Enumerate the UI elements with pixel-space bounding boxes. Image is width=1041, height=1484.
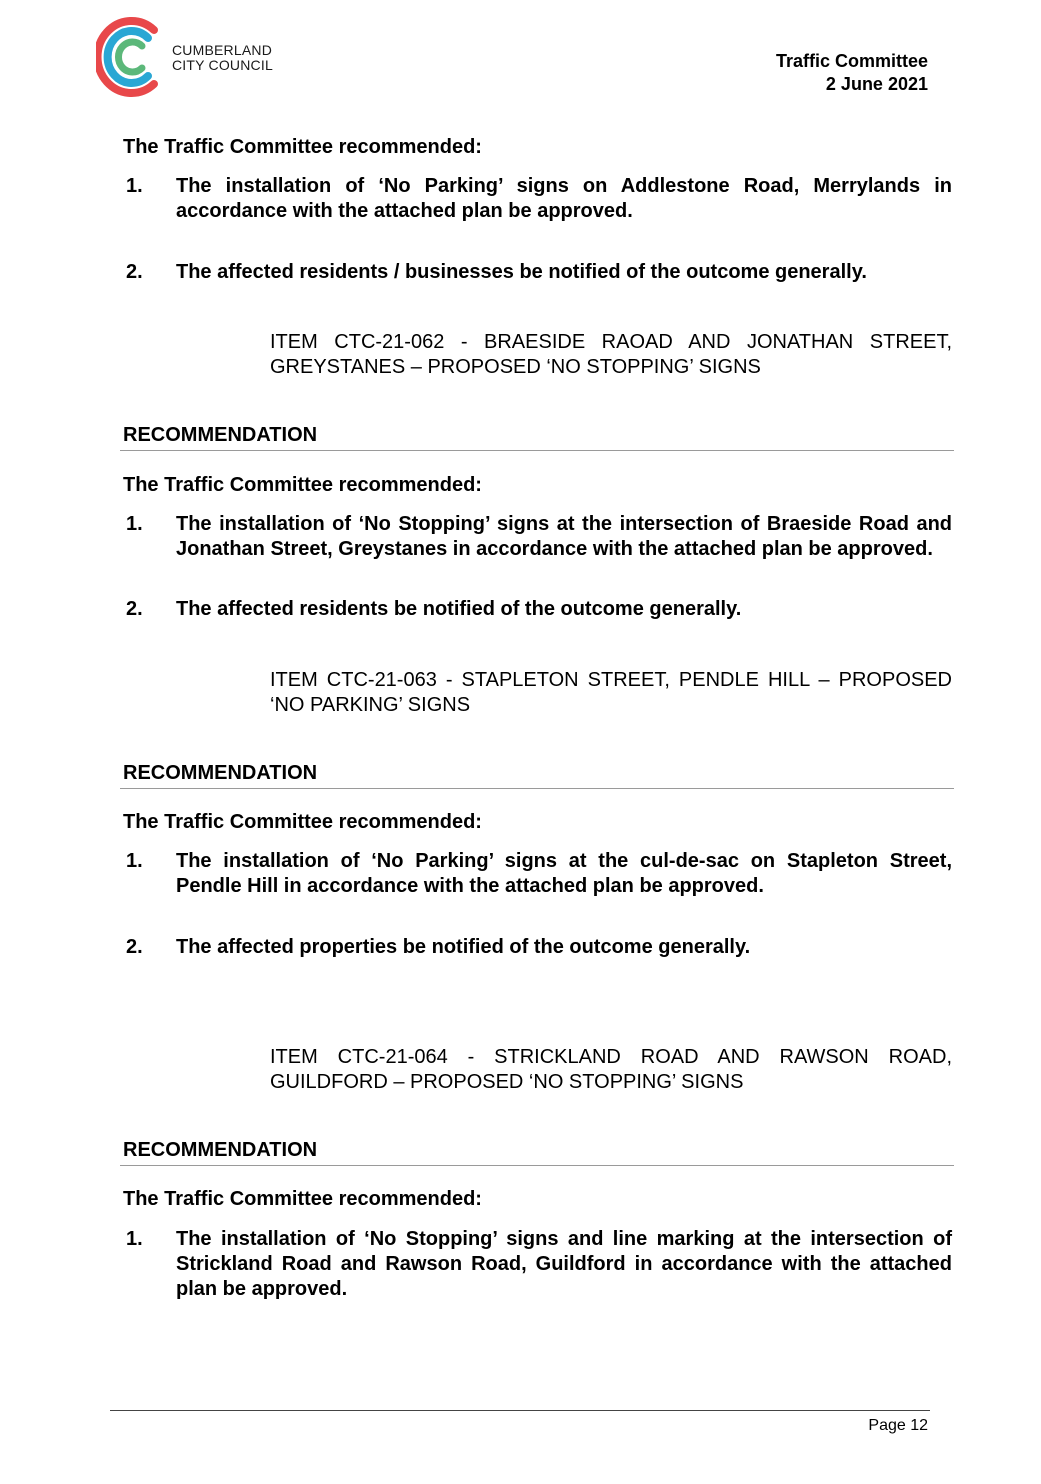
recommendation-text: The affected residents be notified of the outcome generally. (176, 598, 742, 620)
heading-rule (120, 450, 954, 451)
recommendation-text: The installation of ‘No Parking’ signs at the cul-de-sac on Stapleton Street, Pendle Hill in accordance with the attached plan be approved. (176, 850, 952, 897)
item-number: 1. (126, 850, 143, 872)
recommendation-text: The installation of ‘No Parking’ signs on Addlestone Road, Merrylands in accordance with the attached plan be approved. (176, 175, 952, 222)
item-number: 1. (126, 1228, 143, 1250)
recommendation-heading: RECOMMENDATION (123, 1139, 318, 1161)
page-number: Page 12 (868, 1417, 928, 1434)
recommendation-heading: RECOMMENDATION (123, 762, 318, 784)
recommendation-text: The affected properties be notified of the outcome generally. (176, 936, 751, 958)
item-number: 1. (126, 175, 143, 197)
item-number: 2. (126, 261, 143, 283)
item-number: 1. (126, 513, 143, 535)
recommendation-intro: The Traffic Committee recommended: (123, 136, 482, 158)
header-meta (776, 50, 928, 96)
item-number: 2. (126, 598, 143, 620)
item-number: 2. (126, 936, 143, 958)
footer-rule (110, 1410, 930, 1411)
logo-line-2: CITY COUNCIL (172, 57, 273, 73)
recommendation-text: The installation of ‘No Stopping’ signs at the intersection of Braeside Road and Jonathan Street, Greystanes in accordance with the attached plan be approved. (176, 513, 952, 560)
council-logo (96, 16, 168, 98)
committee-name: Traffic Committee (775, 51, 928, 71)
item-title: ITEM CTC-21-064 - STRICKLAND ROAD AND RAWSON ROAD, GUILDFORD – PROPOSED ‘NO STOPPING’ SIGNS (270, 1046, 952, 1093)
recommendation-intro: The Traffic Committee recommended: (123, 811, 482, 833)
logo-line-1: CUMBERLAND (172, 42, 273, 58)
recommendation-intro: The Traffic Committee recommended: (123, 1188, 482, 1210)
meeting-date: 2 June 2021 (825, 74, 928, 94)
recommendation-text: The installation of ‘No Stopping’ signs and line marking at the intersection of Strickland Road and Rawson Road, Guildford in accordance with the attached plan be approved. (176, 1228, 952, 1300)
logo-wordmark (172, 43, 273, 73)
item-title: ITEM CTC-21-062 - BRAESIDE RAOAD AND JONATHAN STREET, GREYSTANES – PROPOSED ‘NO STOPPING’ SIGNS (270, 331, 952, 378)
heading-rule (120, 788, 954, 789)
item-title: ITEM CTC-21-063 - STAPLETON STREET, PENDLE HILL – PROPOSED ‘NO PARKING’ SIGNS (270, 669, 952, 716)
recommendation-heading: RECOMMENDATION (123, 424, 318, 446)
recommendation-text: The affected residents / businesses be notified of the outcome generally. (176, 261, 867, 283)
heading-rule (120, 1165, 954, 1166)
recommendation-intro: The Traffic Committee recommended: (123, 474, 482, 496)
